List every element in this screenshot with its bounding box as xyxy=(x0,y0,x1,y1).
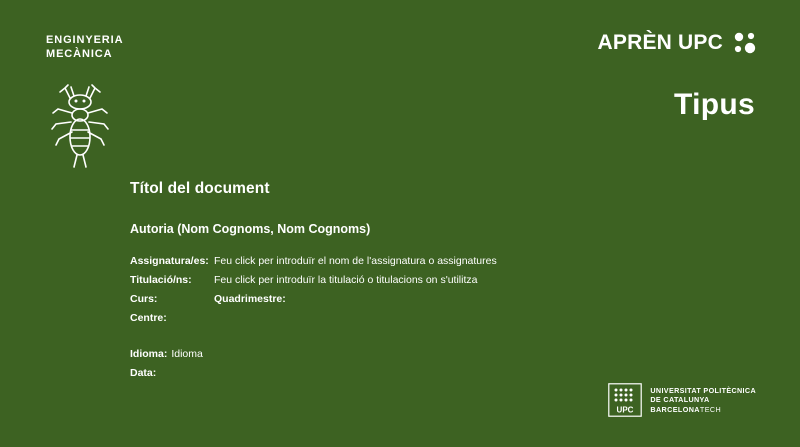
field-label-assignatures: Assignatura/es: xyxy=(130,255,209,267)
upc-line-2: DE CATALUNYA xyxy=(650,395,710,405)
field-row-titulacions[interactable] xyxy=(130,271,690,290)
department-label xyxy=(46,33,123,61)
svg-text:UPC: UPC xyxy=(616,405,634,415)
document-info-block xyxy=(130,180,690,383)
slide-kicker: Tipus xyxy=(674,88,755,121)
field-label-curs: Curs: xyxy=(130,293,158,305)
field-label-idioma: Idioma: xyxy=(130,348,168,360)
field-value-titulacions[interactable]: Feu click per introduïr la titulació o titulacions on s'utilitza xyxy=(214,274,478,286)
field-row-curs[interactable] xyxy=(130,290,690,309)
field-spacer xyxy=(130,328,690,345)
four-dots-icon xyxy=(732,30,758,56)
upc-barcelona: BARCELONA xyxy=(650,404,700,414)
upc-tech: TECH xyxy=(699,404,722,414)
upc-wordmark xyxy=(650,386,756,414)
field-row-data[interactable] xyxy=(130,364,690,383)
department-line-1: ENGINYERIA xyxy=(46,34,124,46)
field-row-idioma[interactable] xyxy=(130,345,690,364)
department-line-2: MECÀNICA xyxy=(46,48,113,60)
field-label-titulacions: Titulació/ns: xyxy=(130,274,192,286)
field-label-quadrimestre: Quadrimestre: xyxy=(214,293,286,305)
upc-logo xyxy=(608,383,756,417)
apren-upc-brand xyxy=(598,30,758,56)
document-title[interactable]: Títol del document xyxy=(130,180,270,197)
upc-line-3 xyxy=(650,405,756,414)
upc-mark-icon xyxy=(608,383,642,417)
insect-emblem-icon xyxy=(50,82,110,174)
field-label-data: Data: xyxy=(130,367,157,379)
apren-upc-label: APRÈN UPC xyxy=(597,31,723,54)
document-authorship[interactable]: Autoria (Nom Cognoms, Nom Cognoms) xyxy=(130,222,371,236)
field-value-assignatures[interactable]: Feu click per introduïr el nom de l'assignatura o assignatures xyxy=(214,255,497,267)
field-row-assignatures[interactable] xyxy=(130,252,690,271)
field-value-idioma[interactable]: Idioma xyxy=(171,348,203,360)
upc-line-1: UNIVERSITAT POLITÈCNICA xyxy=(650,385,756,395)
field-label-centre: Centre: xyxy=(130,312,167,324)
field-row-centre[interactable] xyxy=(130,309,690,328)
